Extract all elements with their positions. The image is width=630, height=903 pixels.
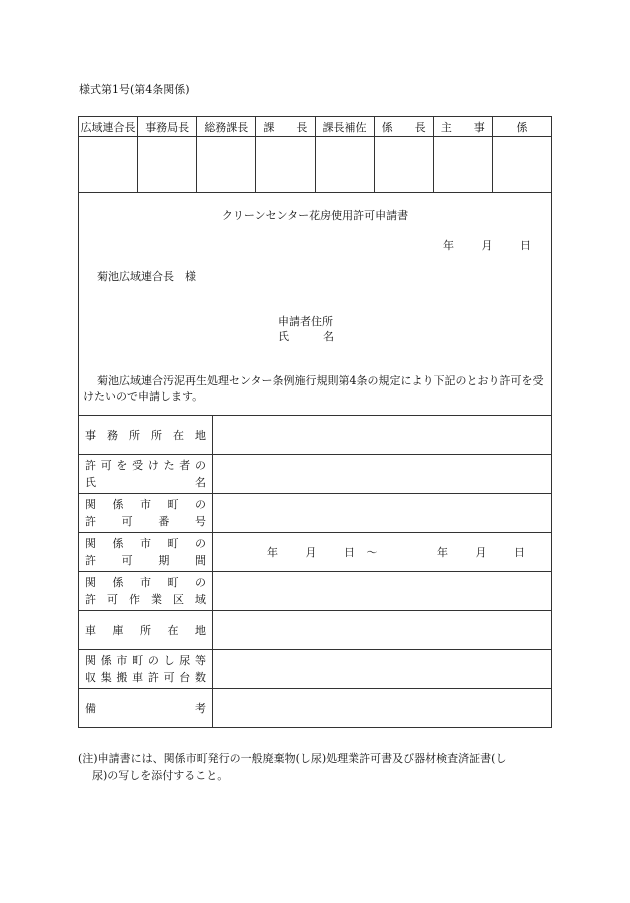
field-permittee-name[interactable] xyxy=(213,455,552,494)
stamp-box[interactable] xyxy=(492,137,551,193)
footnote xyxy=(78,750,552,784)
stamp-box[interactable] xyxy=(256,137,315,193)
approval-header-cell: 事務局長 xyxy=(138,117,197,137)
stamp-box[interactable] xyxy=(433,137,492,193)
approval-header-row xyxy=(79,117,552,137)
row-label: 関係市町の xyxy=(85,537,206,550)
date-line[interactable] xyxy=(419,237,531,253)
application-statement: 菊池広域連合汚泥再生処理センター条例施行規則第4条の規定により下記のとおり許可を受けたいので申請します。 xyxy=(83,374,544,403)
date-day: 日 xyxy=(520,239,531,252)
field-permit-number[interactable] xyxy=(213,494,552,533)
field-work-area[interactable] xyxy=(213,572,552,611)
footnote-line-1: (注)申請書には、関係市町発行の一般廃棄物(し尿)処理業許可書及び器材検査済証書(し xyxy=(78,752,507,765)
row-label: 関係市町の xyxy=(85,576,206,589)
table-row xyxy=(79,611,552,650)
row-label: 関係市町のし尿等 xyxy=(85,654,206,667)
table-row xyxy=(79,650,552,689)
table-row xyxy=(79,572,552,611)
stamp-box[interactable] xyxy=(138,137,197,193)
row-label: 事務所所在地 xyxy=(85,428,206,442)
approval-header-cell: 総務課長 xyxy=(197,117,256,137)
applicant-block xyxy=(278,314,334,344)
approval-header-cell: 係 xyxy=(492,117,551,137)
table-row xyxy=(79,416,552,455)
stamp-box[interactable] xyxy=(197,137,256,193)
row-label-2: 許可期間 xyxy=(85,554,206,567)
row-label: 備考 xyxy=(85,701,206,715)
row-label-2: 収集搬車許可台数 xyxy=(85,671,206,684)
applicant-name-label: 氏 名 xyxy=(278,330,334,343)
row-label-2: 許可番号 xyxy=(85,515,206,528)
field-office-address[interactable] xyxy=(213,416,552,455)
approval-stamp-row xyxy=(79,137,552,193)
stamp-box[interactable] xyxy=(315,137,374,193)
form-number-label: 様式第1号(第4条関係) xyxy=(79,83,190,96)
document-title: クリーンセンター花房使用許可申請書 xyxy=(221,209,409,222)
applicant-address-label: 申請者住所 xyxy=(278,315,333,328)
row-label-2: 許可作業区域 xyxy=(85,593,206,606)
approval-header-cell: 課長補佐 xyxy=(315,117,374,137)
row-label: 関係市町の xyxy=(85,498,206,511)
table-row xyxy=(79,455,552,494)
addressee: 菊池広域連合長 様 xyxy=(97,270,196,283)
stamp-box[interactable] xyxy=(79,137,138,193)
field-garage-address[interactable] xyxy=(213,611,552,650)
date-month: 月 xyxy=(481,239,493,252)
date-year: 年 xyxy=(443,239,454,252)
table-row xyxy=(79,494,552,533)
field-vehicle-count[interactable] xyxy=(213,650,552,689)
table-row xyxy=(79,689,552,728)
table-row xyxy=(79,533,552,572)
row-label: 車庫所在地 xyxy=(85,623,206,637)
approval-header-cell: 課 長 xyxy=(256,117,315,137)
row-label-2: 氏名 xyxy=(85,476,206,489)
application-body xyxy=(78,192,552,415)
stamp-box[interactable] xyxy=(374,137,433,193)
approval-header-cell: 主 事 xyxy=(433,117,492,137)
details-table xyxy=(78,415,552,728)
field-remarks[interactable] xyxy=(213,689,552,728)
row-label: 許可を受けた者の xyxy=(85,459,206,472)
approval-header-cell: 広域連合長 xyxy=(79,117,138,137)
approval-stamp-table xyxy=(78,116,552,193)
field-permit-period[interactable]: 年 月 日 〜 年 月 日 xyxy=(213,533,552,572)
approval-header-cell: 係 長 xyxy=(374,117,433,137)
footnote-line-2: 尿)の写しを添付すること。 xyxy=(92,769,229,782)
